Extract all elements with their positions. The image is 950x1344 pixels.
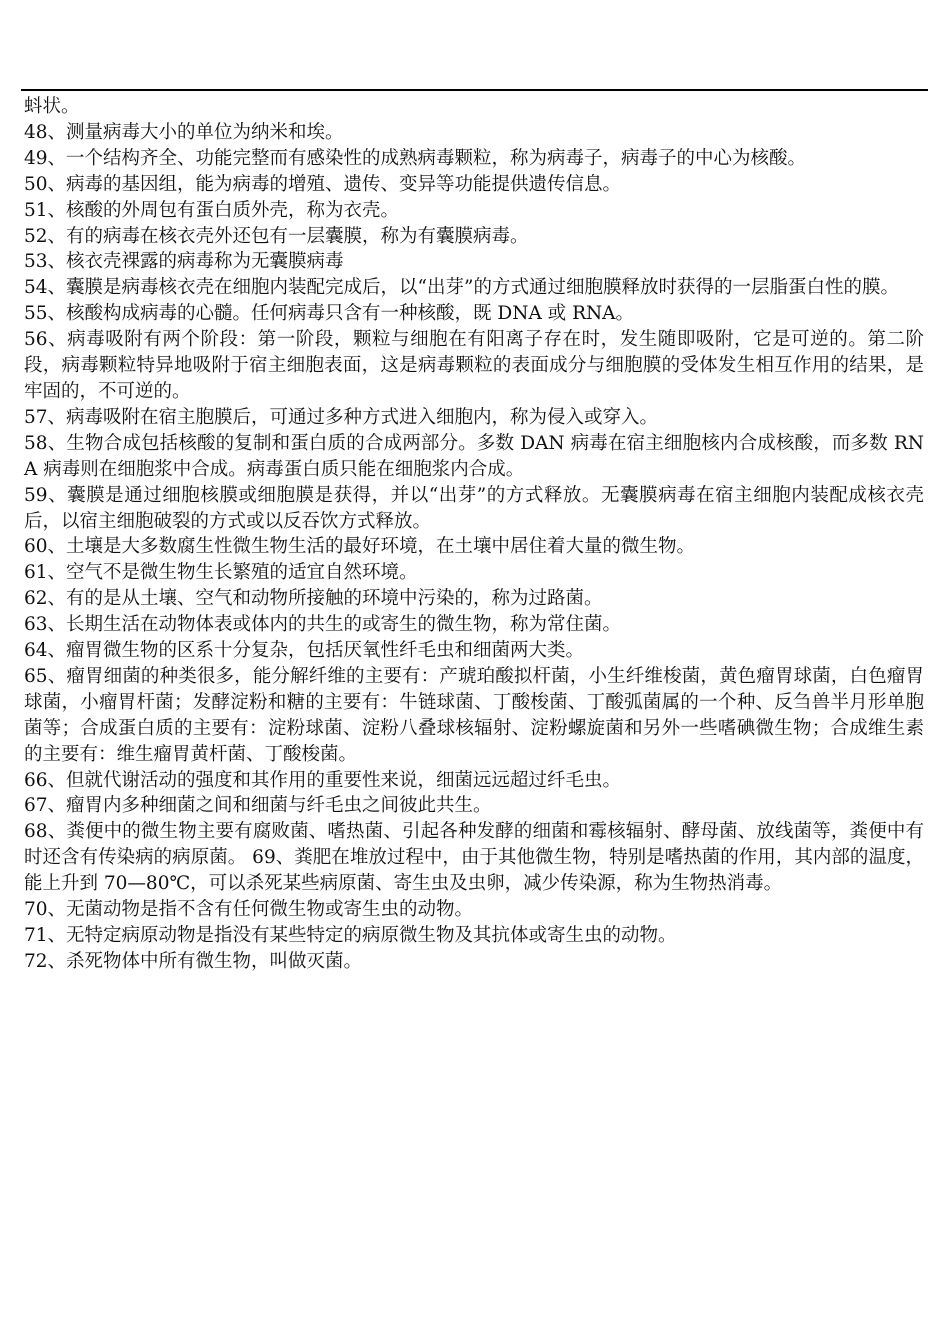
- paragraph: 72、杀死物体中所有微生物，叫做灭菌。: [24, 950, 363, 972]
- paragraph: 71、无特定病原动物是指没有某些特定的病原微生物及其抗体或寄生虫的动物。: [24, 925, 677, 946]
- paragraph: 55、核酸构成病毒的心髓。任何病毒只含有一种核酸，既 DNA 或 RNA。: [24, 303, 635, 325]
- paragraph: 68、粪便中的微生物主要有腐败菌、嗜热菌、引起各种发酵的细菌和霉核辐射、酵母菌、放线菌等，粪便中有时还含有传染病的病原菌。 69、粪肥在堆放过程中，由于其他微生物，特别是嗜热菌的作用，其内部的温度，能上升到 70—80℃，可以杀死某些病原菌、寄生虫及虫卵，减少传染源，称为生物热消毒。: [24, 821, 924, 895]
- paragraph: 59、囊膜是通过细胞核膜或细胞膜是获得，并以“出芽”的方式释放。无囊膜病毒在宿主细胞内装配成核衣壳后，以宿主细胞破裂的方式或以反吞饮方式释放。: [24, 484, 924, 532]
- paragraph: 56、病毒吸附有两个阶段：第一阶段，颗粒与细胞在有阳离子存在时，发生随即吸附，它是可逆的。第二阶段，病毒颗粒特异地吸附于宿主细胞表面，这是病毒颗粒的表面成分与细胞膜的受体发生相互作用的结果，是牢固的，不可逆的。: [24, 329, 924, 402]
- paragraph: 48、测量病毒大小的单位为纳米和埃。: [24, 121, 344, 143]
- document-body: [24, 94, 924, 975]
- paragraph: 64、瘤胃微生物的区系十分复杂，包括厌氧性纤毛虫和细菌两大类。: [24, 640, 585, 662]
- paragraph: 63、长期生活在动物体表或体内的共生的或寄生的微生物，称为常住菌。: [24, 614, 622, 636]
- paragraph: 66、但就代谢活动的强度和其作用的重要性来说，细菌远远超过纤毛虫。: [24, 769, 622, 791]
- paragraph: 57、病毒吸附在宿主胞膜后，可通过多种方式进入细胞内，称为侵入或穿入。: [24, 406, 659, 428]
- paragraph: 58、生物合成包括核酸的复制和蛋白质的合成两部分。多数 DAN 病毒在宿主细胞核内合成核酸，而多数 RNA 病毒则在细胞浆中合成。病毒蛋白质只能在细胞浆内合成。: [24, 432, 924, 480]
- paragraph: 62、有的是从土壤、空气和动物所接触的环境中污染的，称为过路菌。: [24, 588, 603, 610]
- paragraph: 61、空气不是微生物生长繁殖的适宜自然环境。: [24, 562, 418, 584]
- paragraph: 52、有的病毒在核衣壳外还包有一层囊膜，称为有囊膜病毒。: [24, 225, 529, 247]
- paragraph: 49、一个结构齐全、功能完整而有感染性的成熟病毒颗粒，称为病毒子，病毒子的中心为核酸。: [24, 147, 807, 169]
- paragraph: 60、土壤是大多数腐生性微生物生活的最好环境，在土壤中居住着大量的微生物。: [24, 536, 696, 558]
- paragraph: 65、瘤胃细菌的种类很多，能分解纤维的主要有：产琥珀酸拟杆菌，小生纤维梭菌，黄色瘤胃球菌，白色瘤胃球菌，小瘤胃杆菌；发酵淀粉和糖的主要有：牛链球菌、丁酸梭菌、丁酸弧菌属的一个种、反刍兽半月形单胞菌等；合成蛋白质的主要有：淀粉球菌、淀粉八叠球核辐射、淀粉螺旋菌和另外一些嗜碘微生物；合成维生素的主要有：维生瘤胃黄杆菌、丁酸梭菌。: [24, 665, 924, 765]
- paragraph: 蚪状。: [24, 96, 80, 117]
- paragraph: 54、囊膜是病毒核衣壳在细胞内装配完成后，以“出芽”的方式通过细胞膜释放时获得的一层脂蛋白性的膜。: [24, 277, 899, 299]
- paragraph: 51、核酸的外周包有蛋白质外壳，称为衣壳。: [24, 199, 400, 221]
- paragraph: 70、无菌动物是指不含有任何微生物或寄生虫的动物。: [24, 899, 474, 921]
- paragraph: 53、核衣壳裸露的病毒称为无囊膜病毒: [24, 251, 344, 273]
- header-rule: [21, 89, 928, 91]
- paragraph: 50、病毒的基因组，能为病毒的增殖、遗传、变异等功能提供遗传信息。: [24, 173, 622, 195]
- paragraph: 67、瘤胃内多种细菌之间和细菌与纤毛虫之间彼此共生。: [24, 795, 492, 817]
